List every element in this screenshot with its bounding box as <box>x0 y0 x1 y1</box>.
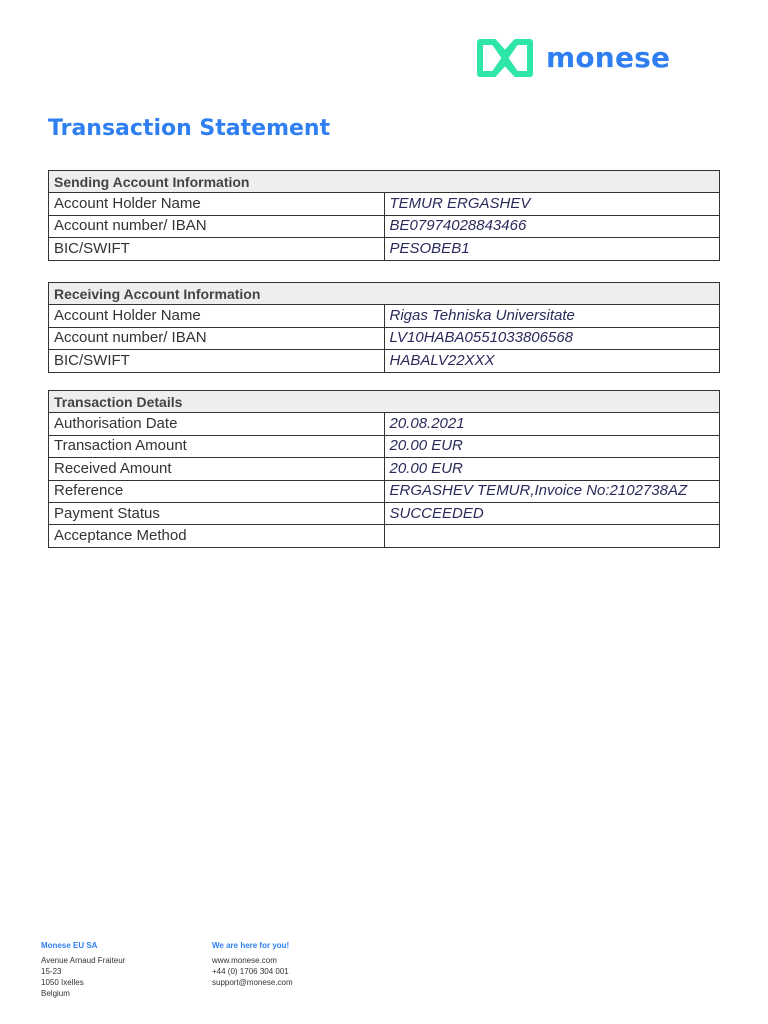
address-line: 1050 Ixelles <box>41 978 84 987</box>
row-value: TEMUR ERGASHEV <box>384 193 720 215</box>
receiving-heading: Receiving Account Information <box>49 283 720 305</box>
footer-contact-title: We are here for you! <box>212 941 290 950</box>
row-label: Account Holder Name <box>49 193 385 215</box>
row-label: BIC/SWIFT <box>49 350 385 372</box>
table-row <box>49 238 720 260</box>
row-value: PESOBEB1 <box>384 238 720 260</box>
table-row <box>49 435 720 457</box>
row-label: Authorisation Date <box>49 413 385 435</box>
row-value <box>384 525 720 547</box>
row-value: 20.00 EUR <box>384 458 720 480</box>
address-line: 15-23 <box>41 967 62 976</box>
table-header-row <box>49 171 720 193</box>
row-label: Reference <box>49 480 385 502</box>
row-label: Account number/ IBAN <box>49 327 385 349</box>
row-value: HABALV22XXX <box>384 350 720 372</box>
table-row <box>49 480 720 502</box>
details-heading: Transaction Details <box>49 391 720 413</box>
row-label: Account Holder Name <box>49 305 385 327</box>
sending-account-table <box>48 170 720 261</box>
footer-company-name: Monese EU SA <box>41 941 98 950</box>
brand-name: monese <box>546 41 671 74</box>
row-value: 20.00 EUR <box>384 435 720 457</box>
receiving-account-table <box>48 282 720 373</box>
contact-phone: +44 (0) 1706 304 001 <box>212 967 289 976</box>
table-row <box>49 458 720 480</box>
row-value: Rigas Tehniska Universitate <box>384 305 720 327</box>
contact-website: www.monese.com <box>212 956 277 965</box>
contact-email: support@monese.com <box>212 978 293 987</box>
table-row <box>49 413 720 435</box>
table-row <box>49 193 720 215</box>
sending-heading: Sending Account Information <box>49 171 720 193</box>
row-label: Received Amount <box>49 458 385 480</box>
monese-logo <box>476 36 670 80</box>
address-line: Avenue Arnaud Fraiteur <box>41 956 126 965</box>
address-line: Belgium <box>41 989 70 998</box>
row-label: Account number/ IBAN <box>49 215 385 237</box>
table-row <box>49 327 720 349</box>
row-value: 20.08.2021 <box>384 413 720 435</box>
page-title: Transaction Statement <box>48 116 331 141</box>
row-value: BE07974028843466 <box>384 215 720 237</box>
row-value: LV10HABA0551033806568 <box>384 327 720 349</box>
transaction-details-table <box>48 390 720 548</box>
table-row <box>49 305 720 327</box>
row-label: BIC/SWIFT <box>49 238 385 260</box>
table-row <box>49 525 720 547</box>
row-value: SUCCEEDED <box>384 502 720 524</box>
row-value: ERGASHEV TEMUR,Invoice No:2102738AZ <box>384 480 720 502</box>
footer-contact <box>212 940 293 988</box>
table-row <box>49 502 720 524</box>
table-row <box>49 350 720 372</box>
table-row <box>49 215 720 237</box>
row-label: Payment Status <box>49 502 385 524</box>
table-header-row <box>49 391 720 413</box>
table-header-row <box>49 283 720 305</box>
row-label: Transaction Amount <box>49 435 385 457</box>
monese-logo-icon <box>476 36 534 80</box>
footer-company-address <box>41 940 125 999</box>
row-label: Acceptance Method <box>49 525 385 547</box>
